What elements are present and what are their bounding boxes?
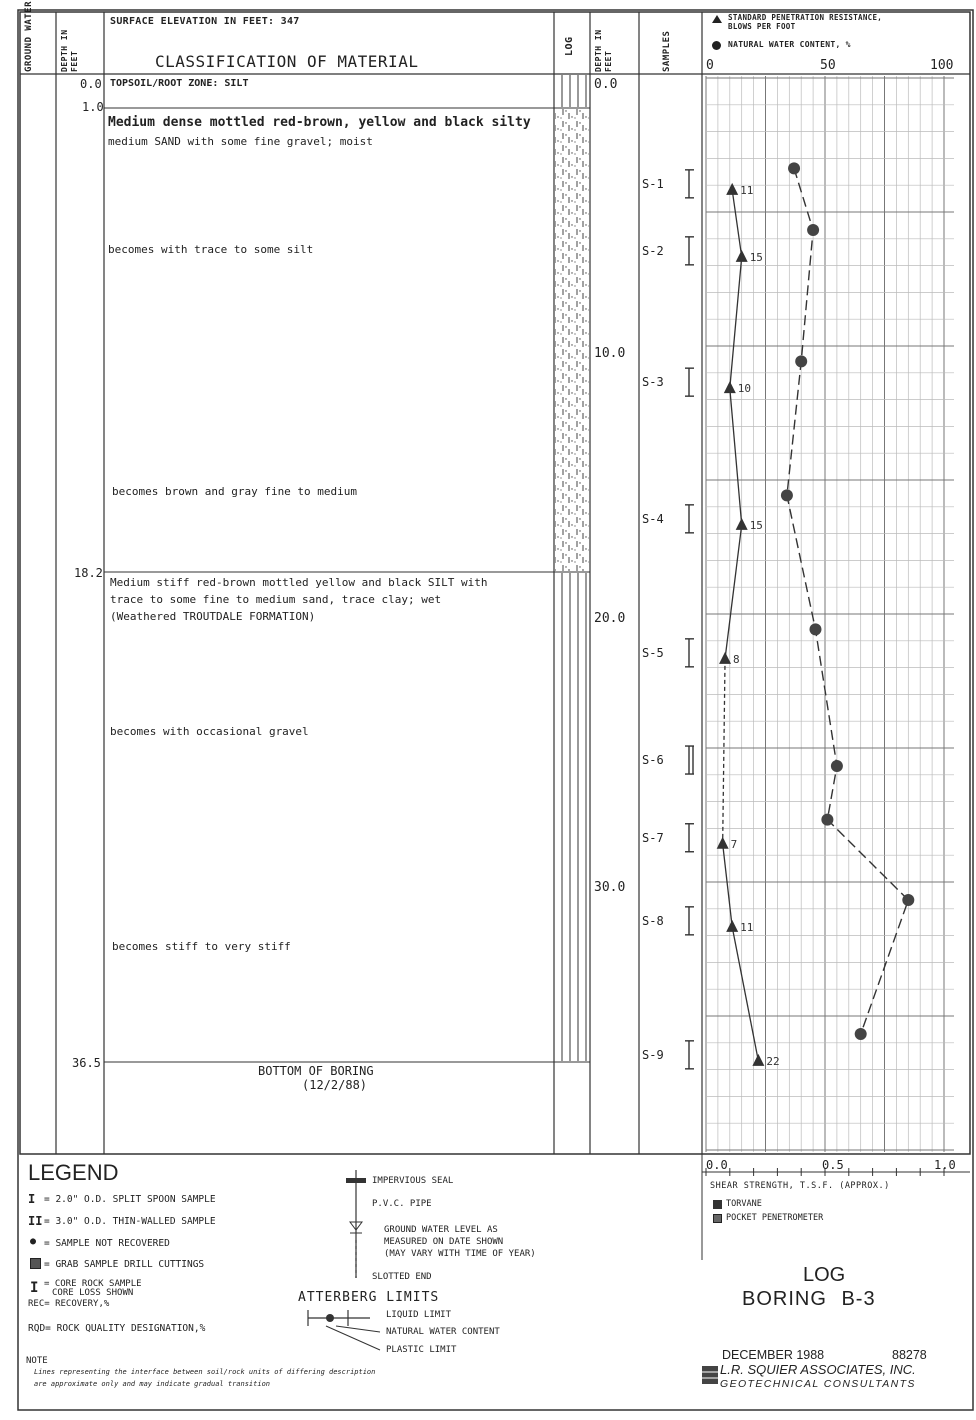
core-rock-icon: I	[30, 1280, 39, 1296]
sample-label: S-3	[642, 375, 664, 390]
wc-legend: NATURAL WATER CONTENT, %	[728, 40, 851, 49]
legend-core-loss: CORE LOSS SHOWN	[52, 1288, 134, 1298]
sample-label: S-6	[642, 753, 664, 768]
depth-header: DEPTH IN FEET	[60, 29, 79, 72]
depth-mark-20: 20.0	[594, 611, 626, 626]
water-content-point	[821, 814, 833, 826]
spt-point	[724, 381, 736, 393]
surface-elevation: SURFACE ELEVATION IN FEET: 347	[110, 16, 300, 27]
note-brown-gray: becomes brown and gray fine to medium	[112, 485, 358, 498]
legend-rqd: RQD= ROCK QUALITY DESIGNATION,%	[28, 1323, 206, 1334]
sample-label: S-5	[642, 645, 664, 660]
split-spoon-icon: I	[28, 1192, 36, 1206]
note-l2: are approximate only and may indicate gradual transition	[34, 1380, 271, 1388]
classification-header: CLASSIFICATION OF MATERIAL	[155, 52, 419, 71]
sample-label: S-9	[642, 1047, 664, 1062]
bottom-of-boring: BOTTOM OF BORING	[258, 1064, 374, 1078]
log-header: LOG	[564, 36, 575, 56]
water-content-point	[781, 489, 793, 501]
legend-thin-walled: = 3.0" O.D. THIN-WALLED SAMPLE	[44, 1216, 216, 1227]
spt-point	[752, 1054, 764, 1066]
depth-18-2: 18.2	[74, 566, 103, 580]
title-boring: BORING B-3	[742, 1288, 876, 1310]
sample-label: S-1	[642, 176, 664, 191]
stratum-silt-l1: Medium stiff red-brown mottled yellow and black SILT with	[110, 576, 488, 589]
sample-label: S-7	[642, 830, 664, 845]
shear-pocket: POCKET PENETROMETER	[726, 1213, 824, 1223]
legend-pipe: P.V.C. PIPE	[372, 1199, 432, 1209]
note-stiff: becomes stiff to very stiff	[112, 940, 291, 953]
spt-label: 8	[733, 652, 740, 666]
depth-1: 1.0	[82, 100, 104, 114]
spt-point	[726, 183, 738, 195]
water-content-point	[807, 224, 819, 236]
circle-icon	[712, 41, 721, 50]
legend-seal: IMPERVIOUS SEAL	[372, 1176, 454, 1186]
spt-legend-l2: BLOWS PER FOOT	[728, 22, 796, 31]
depth-mark-0: 0.0	[594, 77, 618, 92]
shear-scale-05: 0.5	[822, 1158, 844, 1172]
spt-label: 15	[749, 250, 763, 264]
triangle-icon	[712, 15, 722, 23]
shear-torvane: TORVANE	[726, 1199, 762, 1209]
legend-not-recovered: = SAMPLE NOT RECOVERED	[44, 1238, 170, 1249]
water-content-point	[809, 623, 821, 635]
spt-label: 10	[737, 382, 752, 396]
legend-gw1: GROUND WATER LEVEL AS	[384, 1225, 498, 1235]
legend-rec: REC= RECOVERY,%	[28, 1299, 110, 1309]
title-job: 88278	[892, 1348, 927, 1362]
legend-split-spoon: = 2.0" O.D. SPLIT SPOON SAMPLE	[44, 1194, 216, 1205]
spt-line-segment	[725, 525, 742, 659]
stratum-silt-l2: trace to some fine to medium sand, trace clay; wet	[110, 593, 442, 606]
depth-0: 0.0	[80, 77, 102, 91]
shear-label: SHEAR STRENGTH, T.S.F. (APPROX.)	[710, 1181, 890, 1191]
stratum-sand-l1: Medium dense mottled red-brown, yellow and black silty	[108, 115, 531, 130]
spt-point	[719, 652, 731, 664]
spt-line-segment	[732, 927, 758, 1061]
depth-36-5: 36.5	[72, 1056, 101, 1070]
water-content-point	[855, 1028, 867, 1040]
thin-walled-icon: II	[28, 1214, 43, 1228]
legend-gw2: MEASURED ON DATE SHOWN	[384, 1237, 504, 1247]
spt-line-segment	[732, 190, 742, 257]
atterberg-symbol	[300, 1306, 390, 1356]
depth-header-2: DEPTH IN FEET	[594, 29, 613, 72]
ground-water-header: GROUND WATER	[24, 0, 34, 72]
pocket-penetrometer-icon	[713, 1214, 722, 1223]
title-company: L.R. SQUIER ASSOCIATES, INC.	[720, 1362, 916, 1377]
spt-line-segment	[723, 844, 733, 927]
water-content-line	[787, 168, 908, 1034]
spt-label: 7	[730, 837, 738, 851]
atterberg-title: ATTERBERG LIMITS	[298, 1290, 440, 1305]
scale-100: 100	[930, 58, 954, 73]
spt-point	[717, 837, 729, 849]
scale-0: 0	[706, 58, 714, 73]
shear-scale-0: 0.0	[706, 1158, 728, 1172]
company-logo-icon	[700, 1362, 720, 1388]
sample-label: S-8	[642, 913, 664, 928]
depth-mark-30: 30.0	[594, 880, 626, 895]
torvane-icon	[713, 1200, 722, 1209]
sample-label: S-2	[642, 243, 664, 258]
spt-line-segment	[730, 257, 742, 388]
legend-gw3: (MAY VARY WITH TIME OF YEAR)	[384, 1249, 536, 1259]
title-log: LOG	[803, 1264, 846, 1286]
water-content-point	[831, 760, 843, 772]
spt-point	[736, 518, 748, 530]
stratum-sand-l2: medium SAND with some fine gravel; moist	[108, 135, 373, 148]
spt-line-segment	[730, 388, 742, 525]
grab-sample-icon	[30, 1258, 41, 1269]
scale-50: 50	[820, 58, 836, 73]
not-recovered-icon: ●	[30, 1236, 37, 1247]
water-content-point	[902, 894, 914, 906]
depth-mark-10: 10.0	[594, 346, 626, 361]
spt-point	[726, 920, 738, 932]
shear-scale-10: 1.0	[934, 1158, 956, 1172]
note-silt: becomes with trace to some silt	[108, 243, 314, 256]
legend-title: LEGEND	[28, 1160, 119, 1185]
spt-legend-l1: STANDARD PENETRATION RESISTANCE,	[728, 13, 883, 22]
stratum-topsoil: TOPSOIL/ROOT ZONE: SILT	[110, 78, 249, 89]
note-l1: Lines representing the interface between soil/rock units of differing description	[34, 1368, 376, 1376]
spt-label: 11	[740, 183, 754, 197]
legend-slotted: SLOTTED END	[372, 1272, 432, 1282]
water-content-point	[788, 162, 800, 174]
legend-grab-sample: = GRAB SAMPLE DRILL CUTTINGS	[44, 1259, 205, 1270]
spt-point	[736, 250, 748, 262]
legend-plastic: PLASTIC LIMIT	[386, 1345, 457, 1355]
spt-label: 11	[740, 920, 754, 934]
samples-header: SAMPLES	[662, 30, 672, 72]
water-content-point	[795, 355, 807, 367]
spt-label: 22	[766, 1054, 780, 1068]
note-gravel: becomes with occasional gravel	[110, 725, 309, 738]
stratum-silt-l3: (Weathered TROUTDALE FORMATION)	[110, 610, 316, 623]
legend-core-rock: = CORE ROCK SAMPLE	[44, 1279, 142, 1289]
title-subtitle: GEOTECHNICAL CONSULTANTS	[720, 1378, 916, 1390]
spt-line-segment	[723, 659, 725, 844]
title-date: DECEMBER 1988	[722, 1348, 825, 1362]
spt-label: 15	[749, 518, 763, 532]
sample-label: S-4	[642, 511, 664, 526]
legend-liquid: LIQUID LIMIT	[386, 1310, 452, 1320]
bottom-date: (12/2/88)	[302, 1078, 368, 1092]
note-title: NOTE	[26, 1356, 48, 1366]
legend-natural: NATURAL WATER CONTENT	[386, 1327, 500, 1337]
